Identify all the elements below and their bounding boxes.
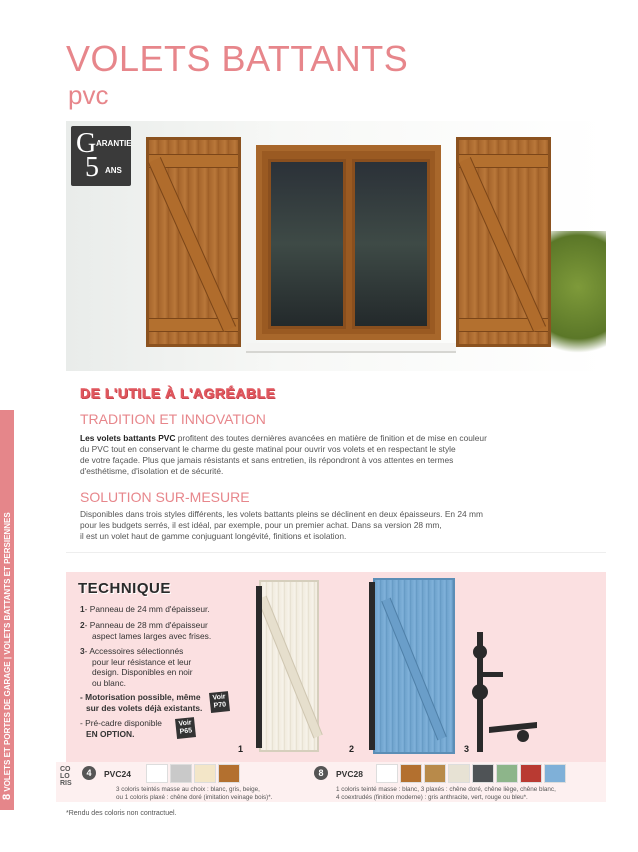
color-swatch: [520, 764, 542, 783]
blue-shutter-image: [373, 578, 455, 754]
pvc24-label: PVC24: [104, 769, 131, 779]
pvc24-note: 3 coloris teintés masse au choix : blanc, gris, beige, ou 1 coloris plaxé : chêne doré (imitation veinage bois)*.: [116, 786, 273, 801]
voir-p65-badge[interactable]: Voir P65: [175, 717, 196, 739]
coloris-label: CO LO RIS: [60, 766, 72, 787]
figure-label-2: 2: [349, 744, 355, 754]
pvc28-count: 8: [314, 766, 328, 780]
page-subtitle: pvc: [68, 80, 109, 110]
pvc28-label: PVC28: [336, 769, 363, 779]
section-text-sur-mesure: Disponibles dans trois styles différents, les volets battants pleins se déclinent en deux épaisseurs. En 24 mm pour les budgets serrés, il est idéal, par exemple, pour un premier achat. Dans sa version 28 mm, il est un volet haut de gamme conjuguant longévité, finitions et isolation.: [80, 509, 483, 541]
figure-label-1: 1: [238, 744, 244, 754]
hardware-accessories-image: [471, 632, 541, 752]
section-text-tradition: Les volets battants PVC profitent des toutes dernières avancées en matière de finition et de mise en couleur du PVC tout en conservant le charme du geste matinal pour ouvrir vos volets et en respectant le style de votre façade. Plus que jamais résistants et sans entretien, ils répondront à vos attentes en termes d'esthétisme, d'isolation et de sécurité.: [80, 433, 487, 476]
figure-label-3: 3: [464, 744, 470, 754]
technique-panel: [66, 572, 606, 762]
page-title: VOLETS BATTANTS: [66, 38, 409, 79]
color-swatch: [146, 764, 168, 783]
color-swatch: [472, 764, 494, 783]
color-swatch: [448, 764, 470, 783]
color-swatch: [544, 764, 566, 783]
section-title-tradition: TRADITION ET INNOVATION: [80, 411, 266, 427]
guarantee-badge: G ARANTIE 5 ANS: [71, 126, 131, 186]
technique-item-4: - Motorisation possible, même sur des volets déjà existants.: [80, 692, 203, 713]
technique-item-5: - Pré-cadre disponible EN OPTION.: [80, 718, 162, 739]
technique-item-2: 2- Panneau de 28 mm d'épaisseur aspect lames larges avec frises.: [80, 620, 212, 641]
color-swatch: [376, 764, 398, 783]
white-shutter-image: [259, 580, 319, 752]
white-shutter-hinge: [256, 586, 262, 748]
photo-sill: [246, 343, 456, 353]
color-swatch: [424, 764, 446, 783]
photo-right-shutter: [456, 137, 551, 347]
colors-strip: [56, 762, 606, 802]
pvc24-count: 4: [82, 766, 96, 780]
page-number: 8: [1, 793, 13, 800]
technique-item-1: 1- Panneau de 24 mm d'épaisseur.: [80, 604, 210, 614]
color-swatch: [170, 764, 192, 783]
color-swatch: [496, 764, 518, 783]
blue-shutter-hinge: [369, 582, 375, 750]
technique-title: TECHNIQUE: [78, 580, 171, 597]
intro-heading: DE L'UTILE À L'AGRÉABLE: [80, 385, 276, 401]
side-label: [1, 500, 13, 800]
intro-card: [66, 371, 606, 553]
hero-photo: [66, 121, 606, 371]
color-swatch: [218, 764, 240, 783]
section-title-sur-mesure: SOLUTION SUR-MESURE: [80, 489, 250, 505]
photo-left-shutter: [146, 137, 241, 347]
photo-window: [256, 145, 441, 340]
color-swatch: [194, 764, 216, 783]
side-section-label: VOLETS ET PORTES DE GARAGE | VOLETS BATTANTS ET PERSIENNES: [3, 512, 12, 792]
pvc28-note: 1 coloris teinté masse : blanc, 3 plaxés : chêne doré, chêne liège, chêne blanc, 4 coextrudés (finition moderne) : gris anthracite, vert, rouge ou bleu*.: [336, 786, 556, 801]
disclaimer: *Rendu des coloris non contractuel.: [66, 810, 177, 817]
color-swatch: [400, 764, 422, 783]
voir-p70-badge[interactable]: Voir P70: [209, 691, 230, 713]
technique-item-3: 3- Accessoires sélectionnés pour leur résistance et leur design. Disponibles en noir ou blanc.: [80, 646, 193, 688]
